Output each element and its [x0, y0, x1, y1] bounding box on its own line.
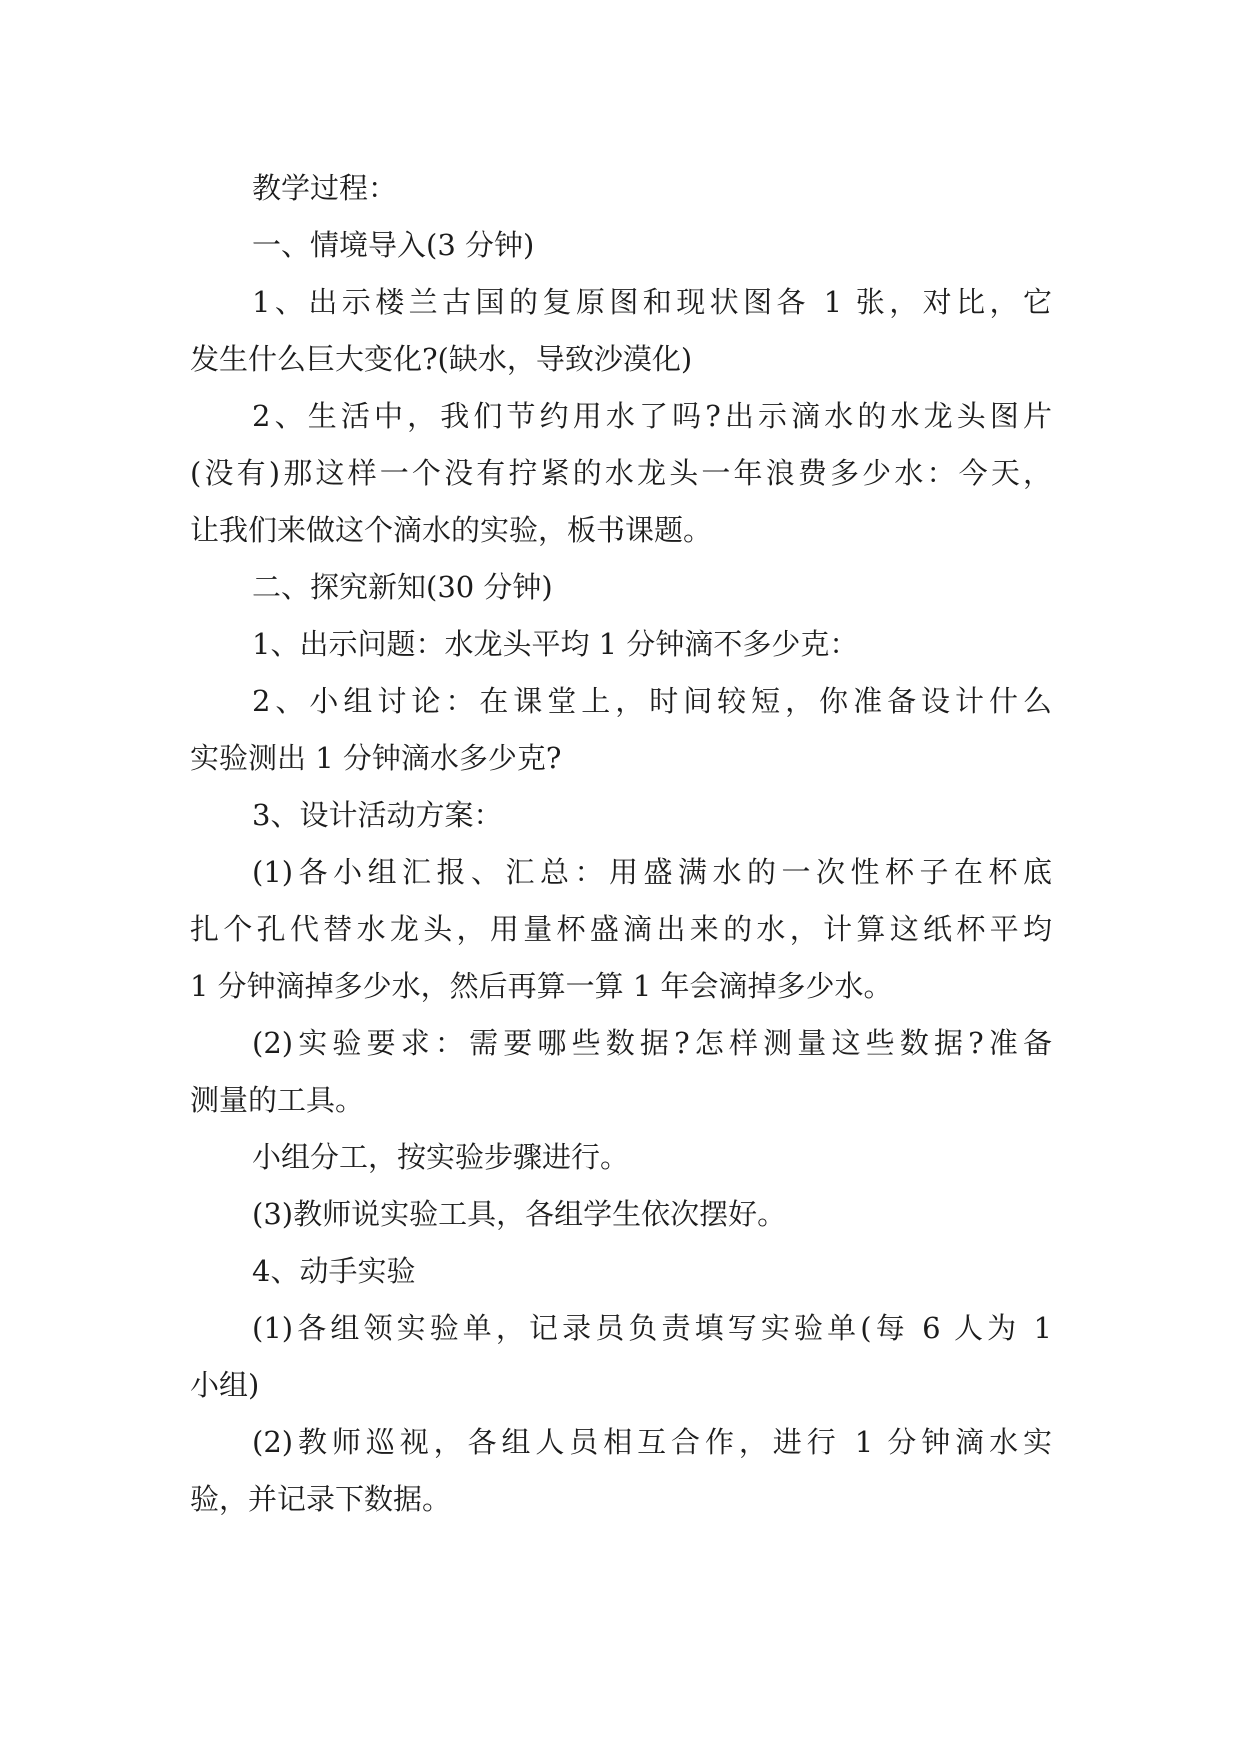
paragraph-line: 发生什么巨大变化?(缺水，导致沙漠化) — [190, 342, 693, 376]
paragraph-line: 2、小组讨论：在课堂上，时间较短，你准备设计什么 — [252, 684, 1052, 718]
paragraph-line: (2)教师巡视，各组人员相互合作，进行 1 分钟滴水实 — [252, 1425, 1052, 1459]
paragraph-line: (1)各组领实验单，记录员负责填写实验单(每 6 人为 1 — [252, 1311, 1052, 1345]
section-heading-2: 二、探究新知(30 分钟) — [252, 570, 553, 604]
paragraph-line: 让我们来做这个滴水的实验，板书课题。 — [190, 513, 713, 547]
paragraph-line: 扎个孔代替水龙头，用量杯盛滴出来的水，计算这纸杯平均 — [190, 912, 1052, 946]
section-heading-1: 一、情境导入(3 分钟) — [252, 228, 535, 262]
paragraph-line: (没有)那这样一个没有拧紧的水龙头一年浪费多少水：今天， — [190, 456, 1052, 490]
paragraph-line: 3、设计活动方案： — [252, 798, 503, 832]
paragraph-line: (3)教师说实验工具，各组学生依次摆好。 — [252, 1197, 787, 1231]
paragraph-line: 1、出示楼兰古国的复原图和现状图各 1 张，对比，它 — [252, 285, 1052, 319]
paragraph-line: 小组分工，按实验步骤进行。 — [252, 1140, 630, 1174]
paragraph-line: 验，并记录下数据。 — [190, 1482, 452, 1516]
paragraph-line: 小组) — [190, 1368, 260, 1402]
paragraph-line: (2)实验要求：需要哪些数据?怎样测量这些数据?准备 — [252, 1026, 1052, 1060]
paragraph-line: 1、出示问题：水龙头平均 1 分钟滴不多少克： — [252, 627, 859, 661]
paragraph-line: 2、生活中，我们节约用水了吗?出示滴水的水龙头图片 — [252, 399, 1052, 433]
heading-teaching-process: 教学过程： — [252, 171, 398, 205]
paragraph-line: 4、动手实验 — [252, 1254, 416, 1288]
paragraph-line: (1)各小组汇报、汇总：用盛满水的一次性杯子在杯底 — [252, 855, 1052, 889]
paragraph-line: 1 分钟滴掉多少水，然后再算一算 1 年会滴掉多少水。 — [190, 969, 893, 1003]
paragraph-line: 实验测出 1 分钟滴水多少克? — [190, 741, 562, 775]
paragraph-line: 测量的工具。 — [190, 1083, 365, 1117]
